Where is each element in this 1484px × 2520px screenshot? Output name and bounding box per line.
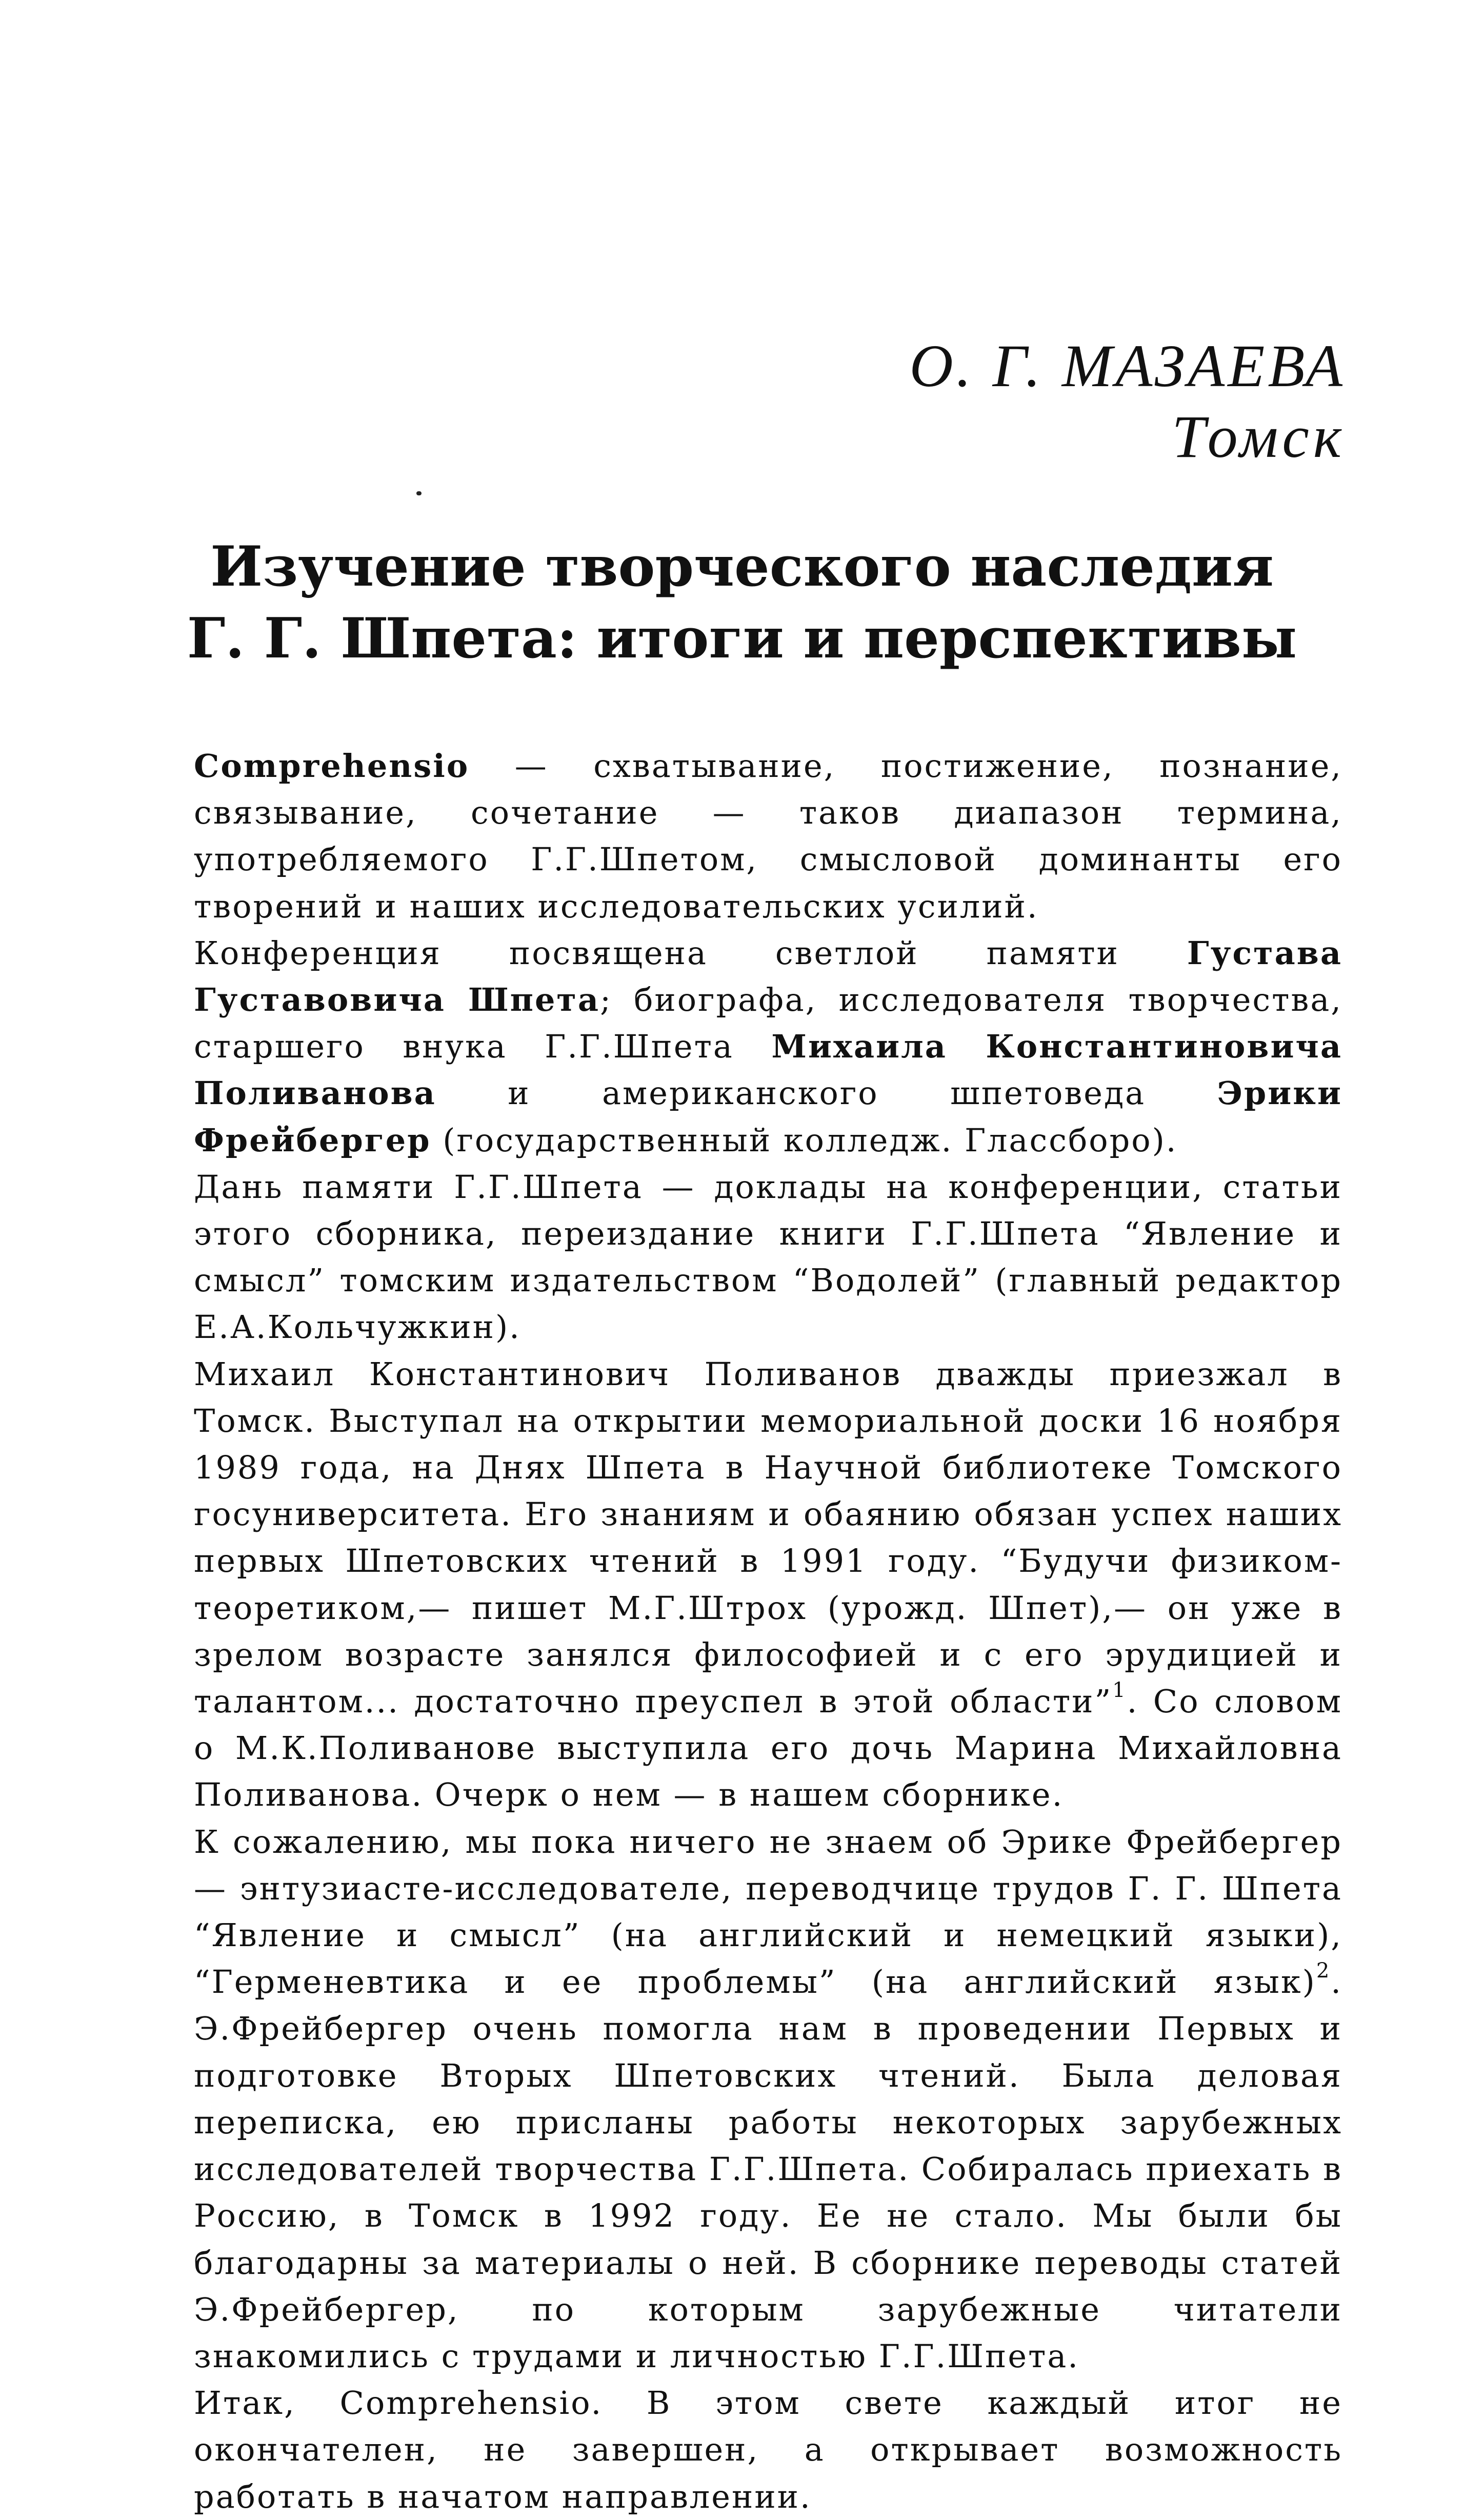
paragraph-5: [194, 1818, 1342, 2379]
name-polivanov: Михаила Константиновича Поливанова: [194, 1028, 1342, 1112]
article-body: [194, 743, 1342, 2520]
paragraph-1-text: — схватывание, постижение, познание, связывание, сочетание — таков диапазон термина, употребляемого Г.Г.Шпетом, смысловой доминанты его творений и наших исследовательских усилий.: [194, 747, 1342, 925]
footnote-ref-2: 2: [1316, 1959, 1331, 1983]
title-line-1: Изучение творческого наследия: [210, 534, 1274, 599]
paragraph-4-text: Михаил Константинович Поливанов дважды приезжал в Томск. Выступал на открытии мемориальной доски 16 ноября 1989 года, на Днях Шпета в Научной библиотеке Томского госуниверситета. Его знаниям и обаянию обязан успех наших первых Шпетовских чтений в 1991 году. “Будучи физиком-теоретиком,— пишет М.Г.Штрох (урожд. Шпет),— он уже в зрелом возрасте занялся философией и с его эрудицией и талантом... достаточно преуспел в этой области”: [194, 1355, 1342, 1721]
paragraph-5-text: К сожалению, мы пока ничего не знаем об Эрике Фрейбергер — энтузиасте-исследователе, переводчице трудов Г. Г. Шпета “Явление и смысл” (на английский и немецкий языки), “Герменевтика и ее проблемы” (на английский язык): [194, 1823, 1342, 2001]
author-name: О. Г. МАЗАЕВА: [909, 332, 1346, 399]
paragraph-2-text-c: и американского шпетоведа: [436, 1074, 1217, 1112]
paragraph-2-text-d: (государственный колледж. Глассборо).: [431, 1121, 1178, 1159]
name-freiberger: Эрики Фрейбергер: [194, 1074, 1342, 1159]
stray-mark: [416, 491, 422, 495]
article-title: [154, 531, 1330, 674]
footnote-ref-1: 1: [1112, 1678, 1127, 1703]
author-block: [909, 331, 1346, 472]
paragraph-2-text-b: ; биографа, исследователя творчества, старшего внука Г.Г.Шпета: [194, 981, 1342, 1066]
title-line-2: Г. Г. Шпета: итоги и перспективы: [187, 606, 1297, 671]
paragraph-4: [194, 1351, 1342, 1818]
paragraph-5-tail: . Э.Фрейбергер очень помогла нам в проведении Первых и подготовке Вторых Шпетовских чтений. Была деловая переписка, ею присланы работы некоторых зарубежных исследователей творчества Г.Г.Шпета. Собиралась приехать в Россию, в Томск в 1992 году. Ее не стало. Мы были бы благодарны за материалы о ней. В сборнике переводы статей Э.Фрейбергер, по которым зарубежные читатели знакомились с трудами и личностью Г.Г.Шпета.: [194, 1963, 1343, 2375]
term-comprehensio: Comprehensio: [194, 747, 470, 785]
paragraph-6: Итак, Comprehensio. В этом свете каждый итог не окончателен, не завершен, а открывает возможность работать в начатом направлении.: [194, 2384, 1342, 2515]
paragraph-3: Дань памяти Г.Г.Шпета — доклады на конференции, статьи этого сборника, переиздание книги Г.Г.Шпета “Явление и смысл” томским издательством “Водолей” (главный редактор Е.А.Кольчужкин).: [194, 1168, 1342, 1346]
name-shpet: Густава Густавовича Шпета: [194, 934, 1342, 1019]
author-city: Томск: [1172, 403, 1346, 470]
paragraph-4-tail: . Со словом о М.К.Поливанове выступила его дочь Марина Михайловна Поливанова. Очерк о нем — в нашем сборнике.: [194, 1683, 1342, 1814]
paragraph-1: [194, 743, 1342, 930]
paragraph-2-text-a: Конференция посвящена светлой памяти: [194, 934, 1187, 972]
paragraph-2: [194, 930, 1342, 1164]
